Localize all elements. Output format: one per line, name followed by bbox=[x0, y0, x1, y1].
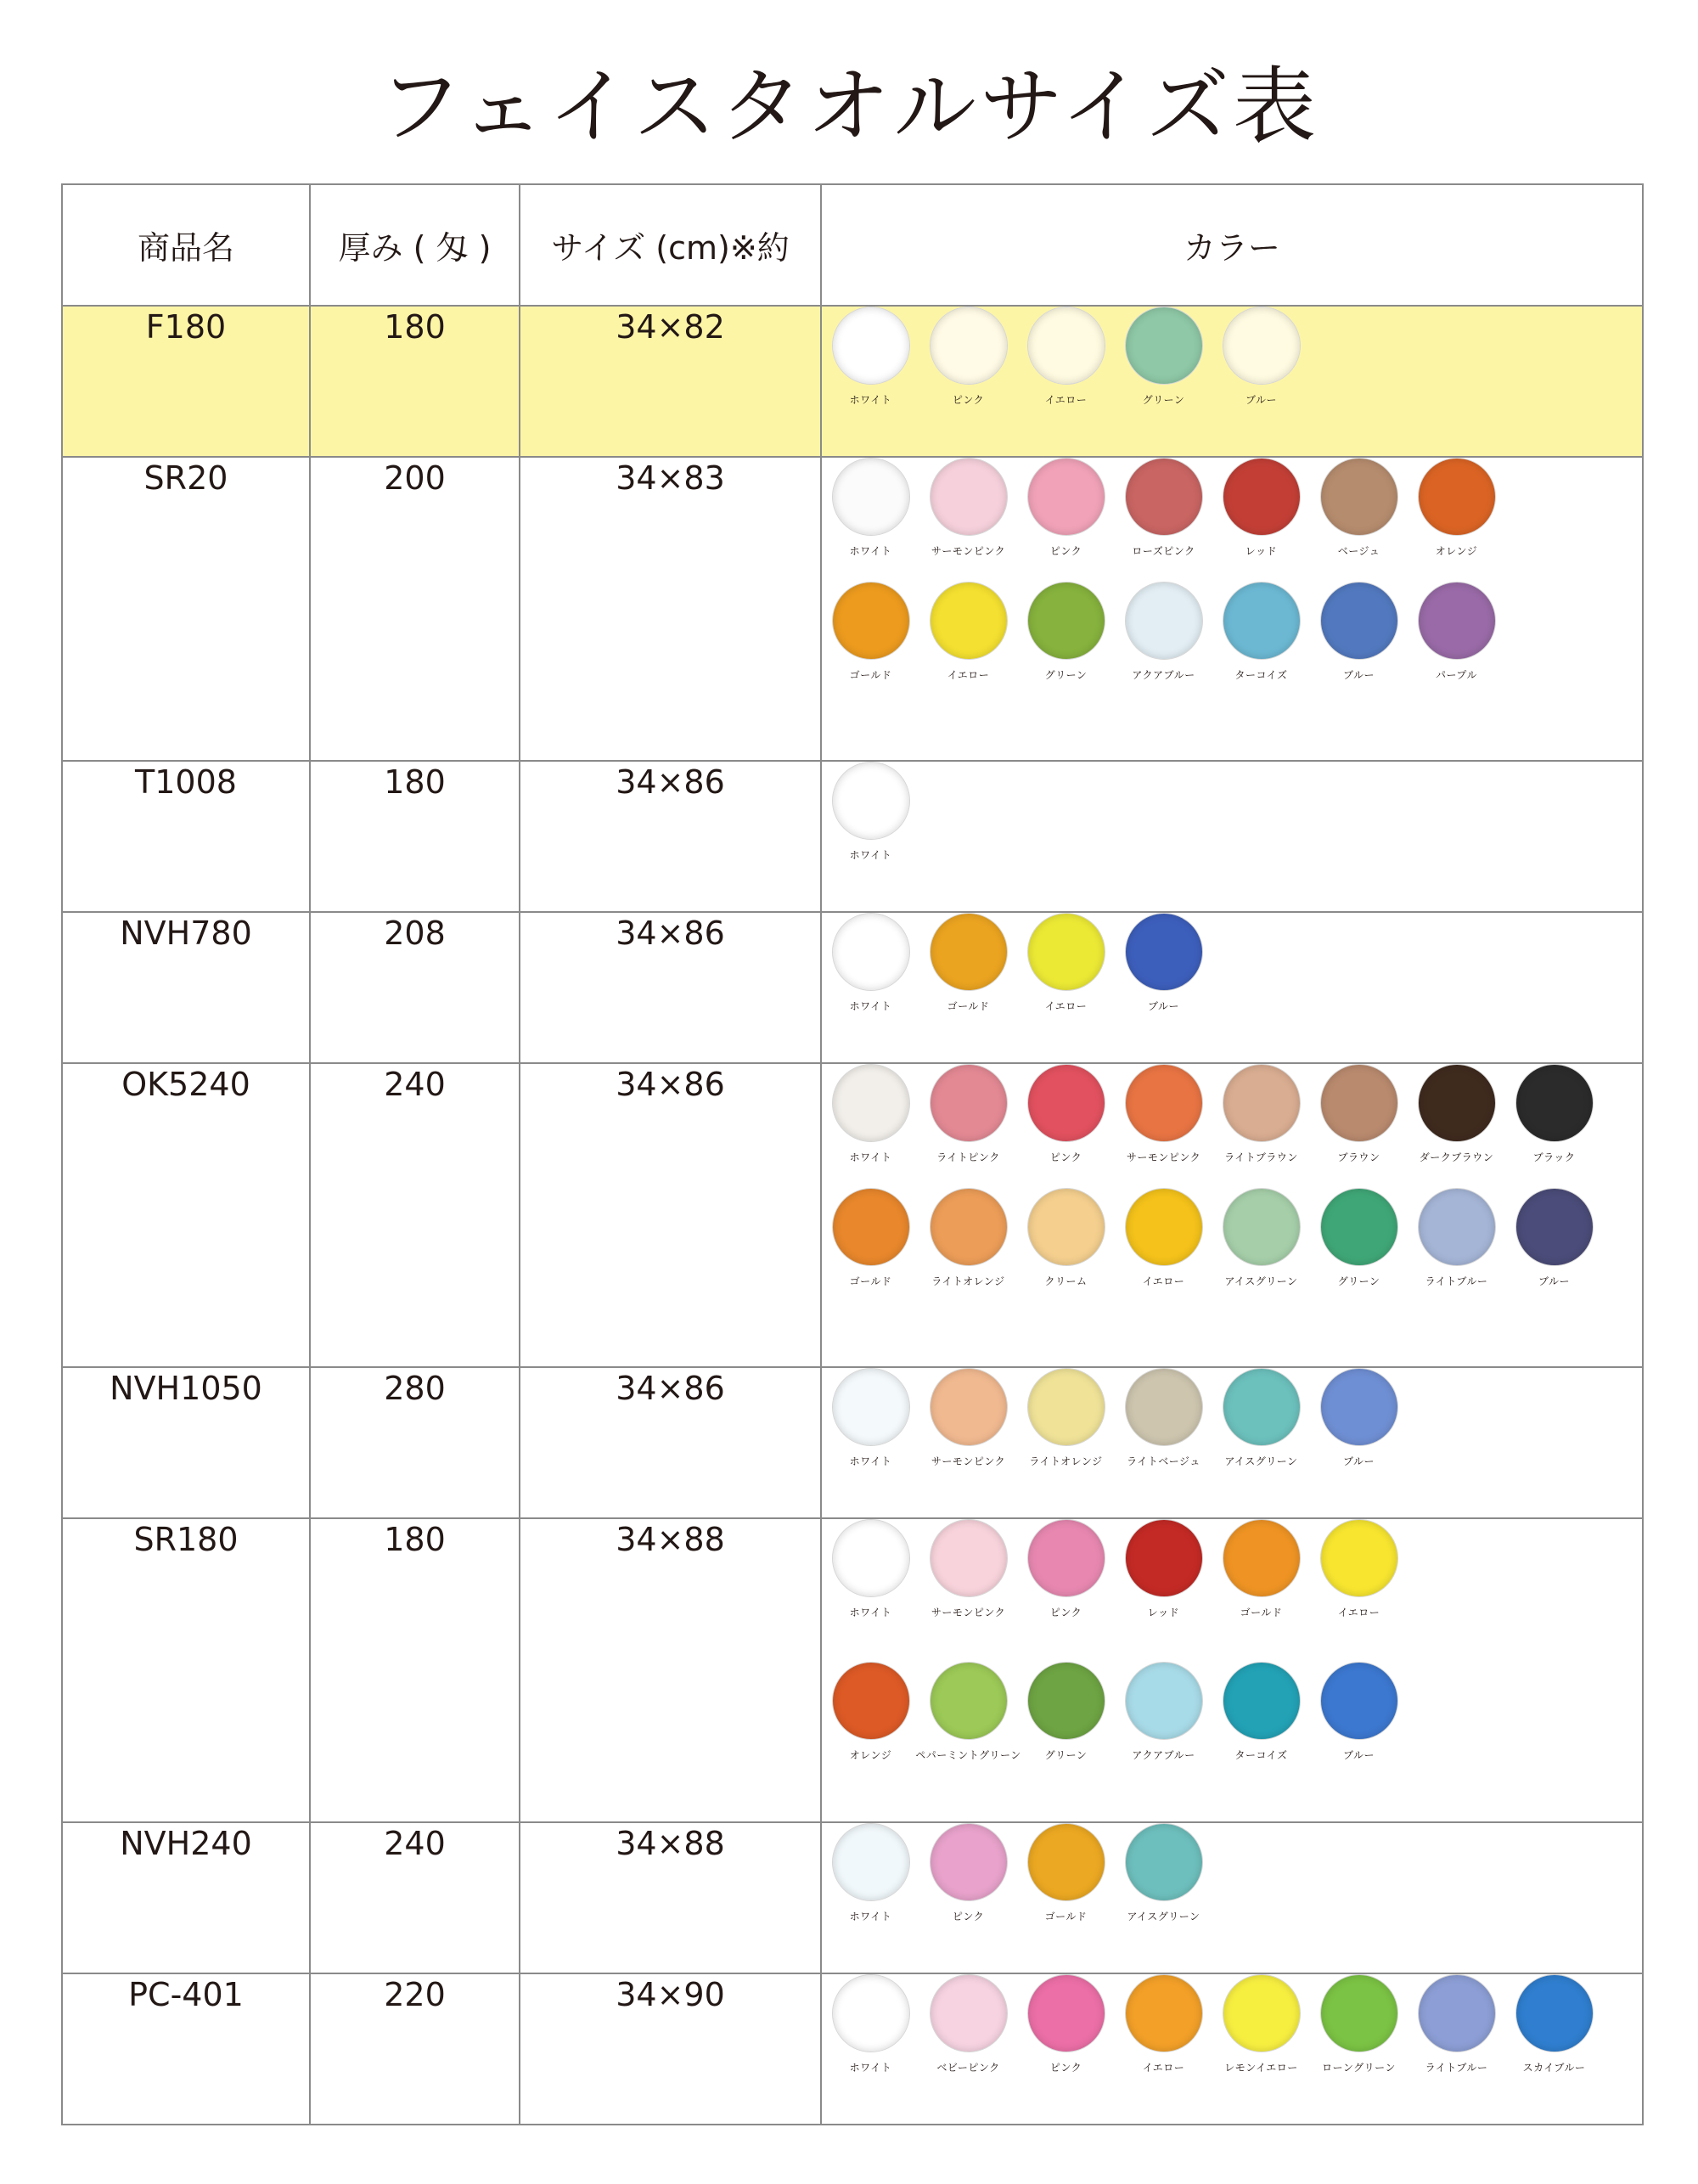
color-swatch bbox=[1115, 1064, 1212, 1164]
color-label: ベビーピンク bbox=[936, 2062, 1000, 2074]
color-label: ベージュ bbox=[1337, 545, 1380, 557]
towel-color-circle bbox=[1027, 458, 1105, 536]
towel-color-circle bbox=[1027, 1823, 1105, 1901]
color-label: ホワイト bbox=[849, 849, 892, 861]
cell-size: 34×82 bbox=[520, 306, 821, 457]
cell-thickness: 180 bbox=[310, 761, 520, 912]
color-label: ターコイズ bbox=[1234, 669, 1288, 681]
color-swatch bbox=[1017, 1974, 1115, 2074]
color-swatch bbox=[822, 913, 919, 1013]
towel-color-circle bbox=[1418, 582, 1496, 660]
cell-colors bbox=[821, 457, 1643, 761]
cell-colors bbox=[821, 1518, 1643, 1822]
towel-color-circle bbox=[930, 1368, 1008, 1446]
color-swatch bbox=[1212, 1974, 1310, 2074]
color-label: グリーン bbox=[1044, 1749, 1088, 1761]
towel-color-circle bbox=[832, 762, 910, 840]
color-swatch bbox=[1408, 1974, 1505, 2074]
color-swatch bbox=[1310, 1974, 1408, 2074]
color-swatch bbox=[919, 1188, 1017, 1288]
cell-colors bbox=[821, 1367, 1643, 1518]
towel-color-circle bbox=[1418, 1064, 1496, 1142]
color-label: ピンク bbox=[1049, 1607, 1082, 1618]
color-label: サーモンピンク bbox=[931, 1607, 1006, 1618]
swatch-row bbox=[822, 1368, 1642, 1468]
color-label: ピンク bbox=[952, 394, 985, 406]
towel-color-circle bbox=[1515, 1064, 1594, 1142]
color-swatch bbox=[822, 762, 919, 862]
cell-size: 34×86 bbox=[520, 761, 821, 912]
towel-color-circle bbox=[1125, 1823, 1203, 1901]
color-swatch bbox=[1310, 582, 1408, 682]
towel-color-circle bbox=[930, 1519, 1008, 1597]
towel-color-circle bbox=[1223, 1974, 1301, 2052]
color-label: ブラウン bbox=[1337, 1151, 1380, 1163]
color-swatch bbox=[1115, 458, 1212, 558]
color-swatch bbox=[919, 1064, 1017, 1164]
cell-name: NVH240 bbox=[62, 1822, 310, 1973]
towel-color-circle bbox=[1418, 1188, 1496, 1266]
color-swatch bbox=[1017, 1188, 1115, 1288]
cell-name: F180 bbox=[62, 306, 310, 457]
towel-color-circle bbox=[832, 1188, 910, 1266]
color-swatch bbox=[1115, 582, 1212, 682]
color-label: ローングリーン bbox=[1322, 2062, 1396, 2074]
color-swatch bbox=[1310, 1662, 1408, 1762]
table-row bbox=[62, 1367, 1643, 1518]
color-label: オレンジ bbox=[1435, 545, 1478, 557]
towel-color-circle bbox=[1125, 1368, 1203, 1446]
color-swatch bbox=[1310, 1519, 1408, 1619]
color-swatch bbox=[1017, 913, 1115, 1013]
cell-size: 34×88 bbox=[520, 1822, 821, 1973]
page-title: フェイスタオルサイズ表 bbox=[378, 59, 1320, 155]
cell-thickness: 240 bbox=[310, 1822, 520, 1973]
towel-color-circle bbox=[1320, 1519, 1398, 1597]
color-label: ホワイト bbox=[849, 1607, 892, 1618]
header-size: サイズ (cm)※約 bbox=[520, 184, 821, 306]
color-label: アイスグリーン bbox=[1224, 1455, 1298, 1467]
towel-color-circle bbox=[930, 582, 1008, 660]
cell-name: SR180 bbox=[62, 1518, 310, 1822]
towel-color-circle bbox=[1027, 1974, 1105, 2052]
towel-color-circle bbox=[1320, 458, 1398, 536]
color-swatch bbox=[1212, 1662, 1310, 1762]
color-label: グリーン bbox=[1337, 1275, 1380, 1287]
towel-color-circle bbox=[930, 1064, 1008, 1142]
color-label: サーモンピンク bbox=[1126, 1151, 1201, 1163]
towel-color-circle bbox=[930, 1974, 1008, 2052]
towel-color-circle bbox=[832, 913, 910, 991]
swatch-row bbox=[822, 307, 1642, 407]
color-label: ブルー bbox=[1147, 1000, 1180, 1012]
color-swatch bbox=[919, 582, 1017, 682]
color-label: レッド bbox=[1147, 1607, 1180, 1618]
swatch-row bbox=[822, 1519, 1642, 1619]
color-swatch bbox=[915, 1662, 1021, 1762]
color-label: グリーン bbox=[1044, 669, 1088, 681]
color-label: ライトブルー bbox=[1425, 1275, 1488, 1287]
color-swatch bbox=[919, 458, 1017, 558]
color-label: ゴールド bbox=[1240, 1607, 1283, 1618]
cell-name: SR20 bbox=[62, 457, 310, 761]
color-swatch bbox=[1408, 1064, 1505, 1164]
color-swatch bbox=[1115, 1974, 1212, 2074]
cell-size: 34×90 bbox=[520, 1973, 821, 2125]
color-label: イエロー bbox=[1337, 1607, 1380, 1618]
table-row bbox=[62, 912, 1643, 1063]
color-swatch bbox=[822, 458, 919, 558]
color-label: ライトブラウン bbox=[1224, 1151, 1298, 1163]
color-swatch bbox=[1017, 1368, 1115, 1468]
color-swatch bbox=[822, 1519, 919, 1619]
color-label: イエロー bbox=[947, 669, 990, 681]
color-label: ホワイト bbox=[849, 1151, 892, 1163]
color-label: アクアブルー bbox=[1132, 1749, 1195, 1761]
cell-thickness: 220 bbox=[310, 1973, 520, 2125]
towel-color-circle bbox=[1125, 1064, 1203, 1142]
swatch-row bbox=[822, 913, 1642, 1013]
color-label: ゴールド bbox=[1044, 1911, 1088, 1922]
towel-color-circle bbox=[930, 307, 1008, 385]
cell-name: NVH780 bbox=[62, 912, 310, 1063]
color-swatch bbox=[1115, 1188, 1212, 1288]
color-label: ホワイト bbox=[849, 394, 892, 406]
cell-size: 34×88 bbox=[520, 1518, 821, 1822]
header-thickness: 厚み ( 匁 ) bbox=[310, 184, 520, 306]
swatch-row bbox=[822, 458, 1642, 558]
color-label: ホワイト bbox=[849, 1455, 892, 1467]
cell-size: 34×86 bbox=[520, 912, 821, 1063]
color-swatch bbox=[1212, 458, 1310, 558]
cell-colors bbox=[821, 1973, 1643, 2125]
color-swatch bbox=[1017, 582, 1115, 682]
color-label: パープル bbox=[1436, 669, 1477, 681]
towel-color-circle bbox=[930, 1662, 1008, 1740]
swatch-row bbox=[822, 1064, 1642, 1164]
color-label: ブルー bbox=[1538, 1275, 1571, 1287]
color-swatch bbox=[919, 1974, 1017, 2074]
color-label: スカイブルー bbox=[1522, 2062, 1586, 2074]
towel-color-circle bbox=[930, 1823, 1008, 1901]
towel-color-circle bbox=[1223, 1519, 1301, 1597]
color-swatch bbox=[1017, 1823, 1115, 1923]
color-swatch bbox=[1505, 1188, 1603, 1288]
towel-color-circle bbox=[832, 1519, 910, 1597]
towel-color-circle bbox=[1027, 913, 1105, 991]
cell-name: PC-401 bbox=[62, 1973, 310, 2125]
towel-color-circle bbox=[1320, 1064, 1398, 1142]
color-label: レッド bbox=[1245, 545, 1278, 557]
color-label: ホワイト bbox=[849, 2062, 892, 2074]
table-row bbox=[62, 761, 1643, 912]
table-row bbox=[62, 457, 1643, 761]
size-table bbox=[61, 183, 1644, 2125]
color-swatch bbox=[1212, 1064, 1310, 1164]
towel-color-circle bbox=[1418, 1974, 1496, 2052]
color-swatch bbox=[1017, 1662, 1115, 1762]
color-label: ホワイト bbox=[849, 1000, 892, 1012]
color-label: ゴールド bbox=[947, 1000, 990, 1012]
color-swatch bbox=[822, 1064, 919, 1164]
towel-color-circle bbox=[832, 582, 910, 660]
color-label: ペパーミントグリーン bbox=[915, 1749, 1021, 1761]
towel-color-circle bbox=[1027, 1188, 1105, 1266]
color-swatch bbox=[1408, 1188, 1505, 1288]
color-swatch bbox=[1408, 582, 1505, 682]
color-swatch bbox=[1212, 1188, 1310, 1288]
towel-color-circle bbox=[1320, 1974, 1398, 2052]
color-label: ローズピンク bbox=[1132, 545, 1195, 557]
towel-color-circle bbox=[930, 458, 1008, 536]
cell-size: 34×86 bbox=[520, 1063, 821, 1367]
cell-colors bbox=[821, 306, 1643, 457]
color-label: ライトオレンジ bbox=[1029, 1455, 1103, 1467]
color-label: サーモンピンク bbox=[931, 1455, 1006, 1467]
color-label: ピンク bbox=[1049, 2062, 1082, 2074]
color-label: ゴールド bbox=[849, 1275, 892, 1287]
towel-color-circle bbox=[1125, 1974, 1203, 2052]
towel-color-circle bbox=[1418, 458, 1496, 536]
cell-colors bbox=[821, 912, 1643, 1063]
color-swatch bbox=[822, 1188, 919, 1288]
header-color: カラー bbox=[821, 184, 1643, 306]
color-swatch bbox=[1310, 458, 1408, 558]
color-swatch bbox=[1212, 307, 1310, 407]
color-swatch bbox=[1310, 1188, 1408, 1288]
towel-color-circle bbox=[1320, 1368, 1398, 1446]
color-swatch bbox=[1115, 1368, 1212, 1468]
color-label: レモンイエロー bbox=[1224, 2062, 1298, 2074]
towel-color-circle bbox=[832, 307, 910, 385]
color-label: アイスグリーン bbox=[1127, 1911, 1200, 1922]
color-swatch bbox=[1017, 1519, 1115, 1619]
color-label: ピンク bbox=[1049, 545, 1082, 557]
towel-color-circle bbox=[832, 1368, 910, 1446]
color-swatch bbox=[822, 307, 919, 407]
cell-size: 34×86 bbox=[520, 1367, 821, 1518]
cell-thickness: 208 bbox=[310, 912, 520, 1063]
color-swatch bbox=[1017, 1064, 1115, 1164]
color-label: アイスグリーン bbox=[1224, 1275, 1298, 1287]
cell-thickness: 200 bbox=[310, 457, 520, 761]
color-swatch bbox=[919, 1519, 1017, 1619]
color-label: ブルー bbox=[1342, 669, 1375, 681]
color-swatch bbox=[1115, 1519, 1212, 1619]
cell-thickness: 240 bbox=[310, 1063, 520, 1367]
towel-color-circle bbox=[1125, 307, 1203, 385]
towel-color-circle bbox=[832, 1064, 910, 1142]
color-label: ブルー bbox=[1245, 394, 1278, 406]
towel-color-circle bbox=[1223, 458, 1301, 536]
towel-color-circle bbox=[930, 1188, 1008, 1266]
color-swatch bbox=[1310, 1064, 1408, 1164]
table-row bbox=[62, 306, 1643, 457]
color-swatch bbox=[1115, 1823, 1212, 1923]
towel-color-circle bbox=[1125, 458, 1203, 536]
color-label: オレンジ bbox=[849, 1749, 892, 1761]
color-label: イエロー bbox=[1044, 1000, 1088, 1012]
color-swatch bbox=[1115, 913, 1212, 1013]
color-label: サーモンピンク bbox=[931, 545, 1006, 557]
cell-thickness: 180 bbox=[310, 306, 520, 457]
towel-color-circle bbox=[1223, 1662, 1301, 1740]
towel-color-circle bbox=[1125, 913, 1203, 991]
color-swatch bbox=[919, 307, 1017, 407]
color-swatch bbox=[822, 1662, 919, 1762]
towel-color-circle bbox=[1515, 1974, 1594, 2052]
color-label: ホワイト bbox=[849, 545, 892, 557]
color-label: ピンク bbox=[1049, 1151, 1082, 1163]
towel-color-circle bbox=[1223, 1368, 1301, 1446]
color-swatch bbox=[919, 1823, 1017, 1923]
swatch-row bbox=[822, 1823, 1642, 1923]
table-row bbox=[62, 1973, 1643, 2125]
color-label: ライトブルー bbox=[1425, 2062, 1488, 2074]
swatch-row bbox=[822, 1662, 1642, 1762]
cell-thickness: 180 bbox=[310, 1518, 520, 1822]
towel-color-circle bbox=[1027, 1368, 1105, 1446]
color-swatch bbox=[1212, 1368, 1310, 1468]
color-label: ブルー bbox=[1342, 1749, 1375, 1761]
color-label: アクアブルー bbox=[1132, 669, 1195, 681]
towel-color-circle bbox=[1320, 1188, 1398, 1266]
towel-color-circle bbox=[1223, 307, 1301, 385]
color-label: イエロー bbox=[1142, 1275, 1185, 1287]
towel-color-circle bbox=[1027, 307, 1105, 385]
color-swatch bbox=[1017, 307, 1115, 407]
header-product-name: 商品名 bbox=[62, 184, 310, 306]
towel-color-circle bbox=[832, 1823, 910, 1901]
color-swatch bbox=[822, 1974, 919, 2074]
towel-color-circle bbox=[1125, 1519, 1203, 1597]
cell-name: OK5240 bbox=[62, 1063, 310, 1367]
color-swatch bbox=[822, 582, 919, 682]
towel-color-circle bbox=[1125, 1188, 1203, 1266]
color-label: ライトベージュ bbox=[1127, 1455, 1200, 1467]
cell-name: T1008 bbox=[62, 761, 310, 912]
color-swatch bbox=[1505, 1064, 1603, 1164]
swatch-row bbox=[822, 582, 1642, 682]
color-label: ダークブラウン bbox=[1419, 1151, 1494, 1163]
color-swatch bbox=[1115, 1662, 1212, 1762]
color-label: ゴールド bbox=[849, 669, 892, 681]
color-swatch bbox=[1408, 458, 1505, 558]
towel-color-circle bbox=[832, 458, 910, 536]
towel-color-circle bbox=[1223, 1064, 1301, 1142]
color-swatch bbox=[1212, 1519, 1310, 1619]
towel-color-circle bbox=[1515, 1188, 1594, 1266]
towel-color-circle bbox=[1320, 1662, 1398, 1740]
color-swatch bbox=[919, 913, 1017, 1013]
cell-colors bbox=[821, 1822, 1643, 1973]
cell-name: NVH1050 bbox=[62, 1367, 310, 1518]
color-swatch bbox=[1212, 582, 1310, 682]
color-swatch bbox=[919, 1368, 1017, 1468]
towel-color-circle bbox=[1223, 1188, 1301, 1266]
color-label: ライトピンク bbox=[936, 1151, 1000, 1163]
cell-size: 34×83 bbox=[520, 457, 821, 761]
color-label: イエロー bbox=[1142, 2062, 1185, 2074]
color-swatch bbox=[822, 1823, 919, 1923]
header-row bbox=[62, 184, 1643, 306]
cell-thickness: 280 bbox=[310, 1367, 520, 1518]
color-label: イエロー bbox=[1044, 394, 1088, 406]
table-row bbox=[62, 1518, 1643, 1822]
color-swatch bbox=[1310, 1368, 1408, 1468]
towel-color-circle bbox=[832, 1974, 910, 2052]
towel-color-circle bbox=[1027, 1519, 1105, 1597]
color-label: グリーン bbox=[1142, 394, 1185, 406]
color-label: ブルー bbox=[1342, 1455, 1375, 1467]
color-swatch bbox=[822, 1368, 919, 1468]
color-label: ピンク bbox=[952, 1911, 985, 1922]
table-row bbox=[62, 1063, 1643, 1367]
color-label: ホワイト bbox=[849, 1911, 892, 1922]
swatch-row bbox=[822, 762, 1642, 862]
towel-color-circle bbox=[1027, 1064, 1105, 1142]
swatch-row bbox=[822, 1188, 1642, 1288]
towel-color-circle bbox=[1125, 1662, 1203, 1740]
towel-color-circle bbox=[930, 913, 1008, 991]
color-swatch bbox=[1115, 307, 1212, 407]
color-label: ブラック bbox=[1532, 1151, 1576, 1163]
color-label: ターコイズ bbox=[1234, 1749, 1288, 1761]
towel-color-circle bbox=[1320, 582, 1398, 660]
color-label: クリーム bbox=[1044, 1275, 1088, 1287]
towel-color-circle bbox=[1223, 582, 1301, 660]
towel-color-circle bbox=[832, 1662, 910, 1740]
table-row bbox=[62, 1822, 1643, 1973]
color-swatch bbox=[1505, 1974, 1603, 2074]
color-swatch bbox=[1017, 458, 1115, 558]
color-label: ライトオレンジ bbox=[931, 1275, 1005, 1287]
cell-colors bbox=[821, 761, 1643, 912]
towel-color-circle bbox=[1125, 582, 1203, 660]
towel-color-circle bbox=[1027, 1662, 1105, 1740]
swatch-row bbox=[822, 1974, 1642, 2074]
towel-color-circle bbox=[1027, 582, 1105, 660]
cell-colors bbox=[821, 1063, 1643, 1367]
